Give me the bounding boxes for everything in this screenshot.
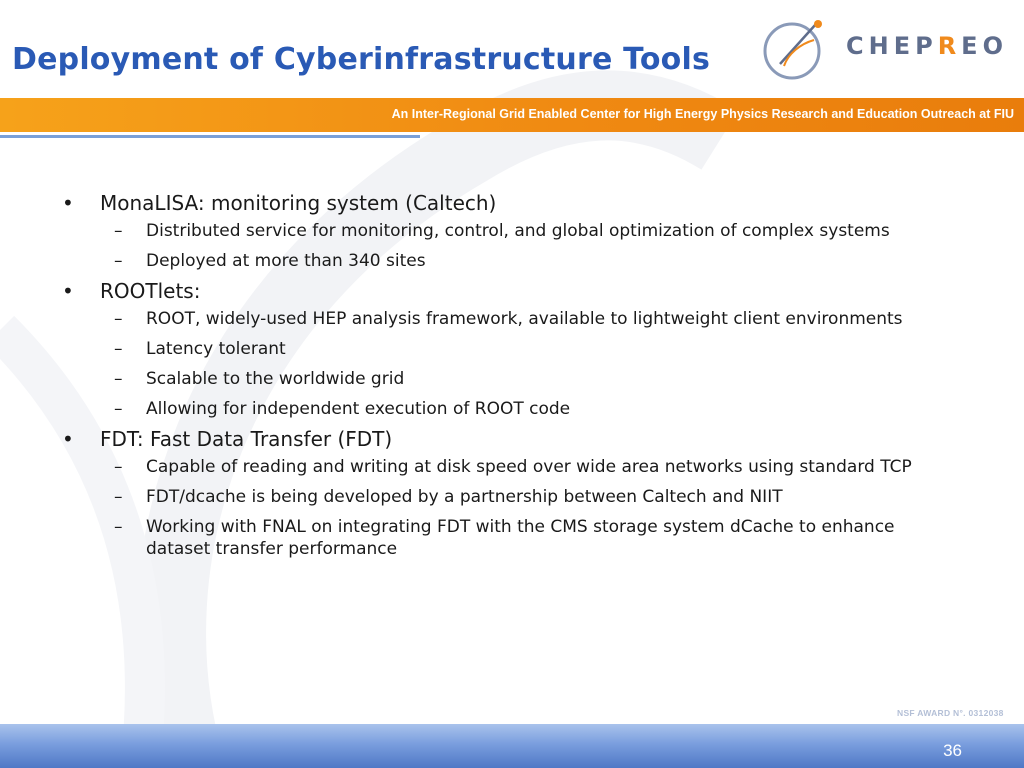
sub-bullet-item — [100, 516, 960, 560]
sub-bullet-dash: – — [114, 487, 123, 507]
sub-bullet-dash: – — [114, 221, 123, 241]
sub-bullet-dash: – — [114, 517, 123, 537]
sub-bullet-item — [100, 456, 960, 478]
bullet-dot: • — [62, 279, 74, 303]
sub-bullet-text: Deployed at more than 340 sites — [146, 251, 426, 271]
slide-title: Deployment of Cyberinfrastructure Tools — [12, 42, 711, 77]
sub-bullet-text: Scalable to the worldwide grid — [146, 369, 405, 389]
chepreo-logo-icon — [758, 14, 836, 86]
sub-bullet-text: Allowing for independent execution of ROOT code — [146, 399, 571, 419]
bullet-item — [60, 190, 960, 272]
sub-bullet-dash: – — [114, 457, 123, 477]
chepreo-logo-text — [846, 32, 1008, 60]
sub-bullet-item — [100, 338, 960, 360]
bullet-item — [60, 426, 960, 560]
sub-bullet-dash: – — [114, 251, 123, 271]
bullet-dot: • — [62, 191, 74, 215]
sub-bullet-text: ROOT, widely-used HEP analysis framework, available to lightweight client environments — [146, 309, 903, 329]
sub-bullet-item — [100, 368, 960, 390]
footer-bar — [0, 724, 1024, 768]
sub-bullet-dash: – — [114, 369, 123, 389]
sub-bullet-list — [100, 220, 960, 272]
header-band — [0, 98, 1024, 132]
sub-bullet-text: Working with FNAL on integrating FDT with the CMS storage system dCache to enhance dataset transfer performance — [146, 517, 895, 559]
sub-bullet-text: Capable of reading and writing at disk speed over wide area networks using standard TCP — [146, 457, 912, 477]
sub-bullet-list — [100, 456, 960, 560]
sub-bullet-text: Distributed service for monitoring, control, and global optimization of complex systems — [146, 221, 890, 241]
nsf-award-label: NSF AWARD N°. 0312038 — [897, 708, 1004, 718]
sub-bullet-dash: – — [114, 309, 123, 329]
header-band-subtitle: An Inter-Regional Grid Enabled Center for High Energy Physics Research and Education Outreach at FIU — [391, 107, 1014, 121]
bullet-text: MonaLISA: monitoring system (Caltech) — [100, 191, 497, 215]
bullet-list — [60, 190, 960, 566]
sub-bullet-item — [100, 308, 960, 330]
bullet-item — [60, 278, 960, 420]
sub-bullet-item — [100, 398, 960, 420]
chepreo-logo — [758, 14, 1018, 86]
header-accent-line — [0, 135, 420, 138]
logo-text-accent: R — [937, 32, 962, 60]
bullet-text: FDT: Fast Data Transfer (FDT) — [100, 427, 393, 451]
sub-bullet-dash: – — [114, 339, 123, 359]
bullet-dot: • — [62, 427, 74, 451]
sub-bullet-item — [100, 220, 960, 242]
bullet-text: ROOTlets: — [100, 279, 201, 303]
logo-text-part2: EO — [961, 32, 1008, 60]
sub-bullet-item — [100, 250, 960, 272]
sub-bullet-item — [100, 486, 960, 508]
sub-bullet-list — [100, 308, 960, 420]
sub-bullet-dash: – — [114, 399, 123, 419]
sub-bullet-text: FDT/dcache is being developed by a partnership between Caltech and NIIT — [146, 487, 783, 507]
page-number: 36 — [943, 741, 962, 760]
logo-text-part1: CHEP — [846, 32, 938, 60]
sub-bullet-text: Latency tolerant — [146, 339, 286, 359]
